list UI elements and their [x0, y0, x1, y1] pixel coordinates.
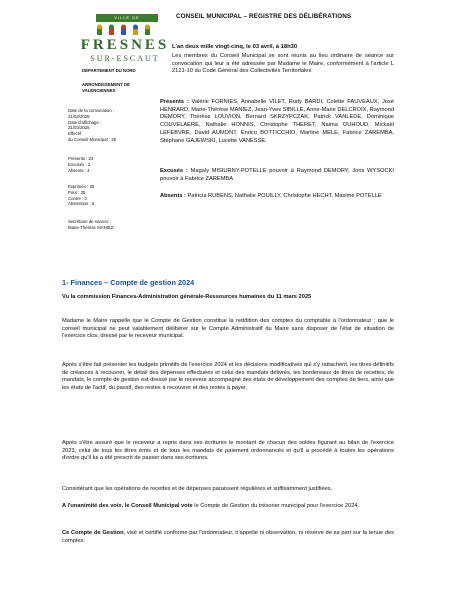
attendance-counts: [68, 156, 148, 173]
excuses-label: Excusés :: [160, 168, 188, 174]
excuses-list: Magaly MISIURNY-POTELLE pouvoir à Raymond DEMORY, Joris WYSOCKI pouvoir à Fabrice ZAREMBA: [160, 168, 394, 182]
session-date-line: L'an deux mille vingt-cinq, le 03 avril, à 18h30: [172, 44, 298, 50]
arrondissement-label: ARRONDISSEMENT DE VALENCIENNES: [82, 82, 130, 93]
count-presents: Présents : 23: [68, 156, 94, 161]
logo-banner: VILLE DE: [96, 14, 158, 22]
count-pour: Pour : 25: [68, 189, 86, 195]
paragraph-5: [62, 503, 394, 511]
effectif-label: Effectif: [68, 131, 82, 137]
paragraph-3: Après s'être assuré que le receveur a repris dans ses écritures le montant de chacun des soldes figurant au bilan de l'exercice 2023, celui de tous les titres émis et de tous les mandats de paiement ordonnancés et qu'il a procédé à toutes les opérations d'ordre qu'il lui a été prescrit de passer dans ses écritures.: [62, 440, 394, 462]
commission-line: Vu la commission Finances-Administration générale-Ressources humaines du 11 mars 2025: [62, 294, 312, 300]
paragraph-6: [62, 530, 394, 545]
presents-paragraph: [160, 99, 394, 145]
section-title: 1- Finances – Compte de gestion 2024: [62, 278, 195, 287]
convocation-date: 21/03/2025: [68, 113, 90, 119]
logo-subtitle: SUR-ESCAUT: [90, 54, 160, 63]
count-contre: Contre : 0: [68, 195, 87, 201]
paragraph-2: Après s'être fait présenter les budgets primitifs de l'exercice 2024 et les décisions modificatives qui s'y rattachent, les titres définitifs de créances à recouvrer, le détail des dépenses effectuées et celui des mandats délivrés, les bordereaux de titres de recettes, de mandats, le compte de gestion est dressé par le receveur accompagné des états de développement des comptes de tiers, ainsi que les états de l'actif, du passif, des restes à recouvrer et des restes à payer.: [62, 362, 394, 392]
secretary-info: [68, 219, 148, 231]
logo-figures-icon: [73, 24, 177, 36]
vote-statement: A l'unanimité des voix, le Conseil Municipal vote: [62, 503, 193, 509]
compte-gestion-label: Ce Compte de Gestion: [62, 530, 124, 536]
count-exprimes: Exprimés : 25: [68, 184, 95, 189]
count-absents: Absents : 4: [68, 167, 90, 173]
vote-counts: [68, 184, 148, 207]
department-label: DÉPARTEMENT DU NORD: [82, 68, 136, 73]
session-info: [68, 108, 148, 143]
convocation-text: Les membres du Conseil Municipal se sont réunis au lieu ordinaire de séance sur convocation qui leur a été adressée par Madame le Maire, conformément à l'article L 2121-10 du Code Général des Collectivités Territoriales: [172, 53, 394, 75]
affichage-date: 21/03/2025: [68, 125, 90, 131]
vote-object: le Compte de Gestion du trésorier municipal pour l'exercice 2024.: [192, 503, 360, 509]
absents-paragraph: [160, 193, 394, 201]
effectif-value: du Conseil Municipal : 29: [68, 136, 117, 142]
presents-list: Valérie FORNIES, Annabelle VILET, Rudy BARDI, Colette FAUVEAUX, José HENRARD, Marie-Thérèse MANIEZ, Jean-Yves SIBILLE, Anne-Marie DELCROIX, Raymond DEMORY, Thérèse LOUVION, Bernard SKRZYPCZAK, Patrick VANLEDE, Dominique COUVELAERE, Nathalie HONNIS, Christophe THERET, Naima OUHOUD, Mickaël LEFEBVRE, David AUMONT, Enrico BOTTICCHIO, Martine MELE, Fabrice ZAREMBA, Stéphane GAJEWSKI, Lucette VANESSE.: [160, 99, 395, 144]
certification-text: , visé et certifié conforme par l'ordonnateur, n'appelle ni observation, ni réserve de sa part sur la tenue des comptes.: [62, 530, 394, 544]
convocation-label: Date de la convocation :: [68, 108, 115, 113]
absents-list: Patricia RUBENS, Nathalie POUILLY, Christophe HECHT, Maxime POTELLE: [187, 193, 382, 199]
secretary-name: Marie-Thérèse MANIEZ: [68, 224, 114, 230]
presents-label: Présents :: [160, 99, 189, 105]
absents-label: Absents :: [160, 193, 186, 199]
paragraph-1: Madame le Maire rappelle que le Compte de Gestion constitue la reddition des comptes du comptable à l'ordonnateur ; que le conseil municipal ne peut valablement délibérer sur le Compte Administratif du Maire sans disposer de l'état de situation de l'exercice clos, dressé par le receveur municipal.: [62, 318, 394, 340]
count-excuses: Excusés : 2: [68, 161, 91, 167]
secretary-label: Secrétaire de séance :: [68, 219, 111, 224]
logo-wordmark: FRESNES: [80, 37, 170, 53]
excuses-paragraph: [160, 168, 394, 183]
affichage-label: Date d'affichage :: [68, 119, 102, 125]
paragraph-4: Considérant que les opérations de recettes et de dépenses paraissent régulières et suffisamment justifiées,: [62, 486, 333, 492]
register-title: CONSEIL MUNICIPAL – REGISTRE DES DÉLIBÉRATIONS: [176, 13, 352, 20]
count-abstention: Abstention : 0: [68, 201, 95, 207]
